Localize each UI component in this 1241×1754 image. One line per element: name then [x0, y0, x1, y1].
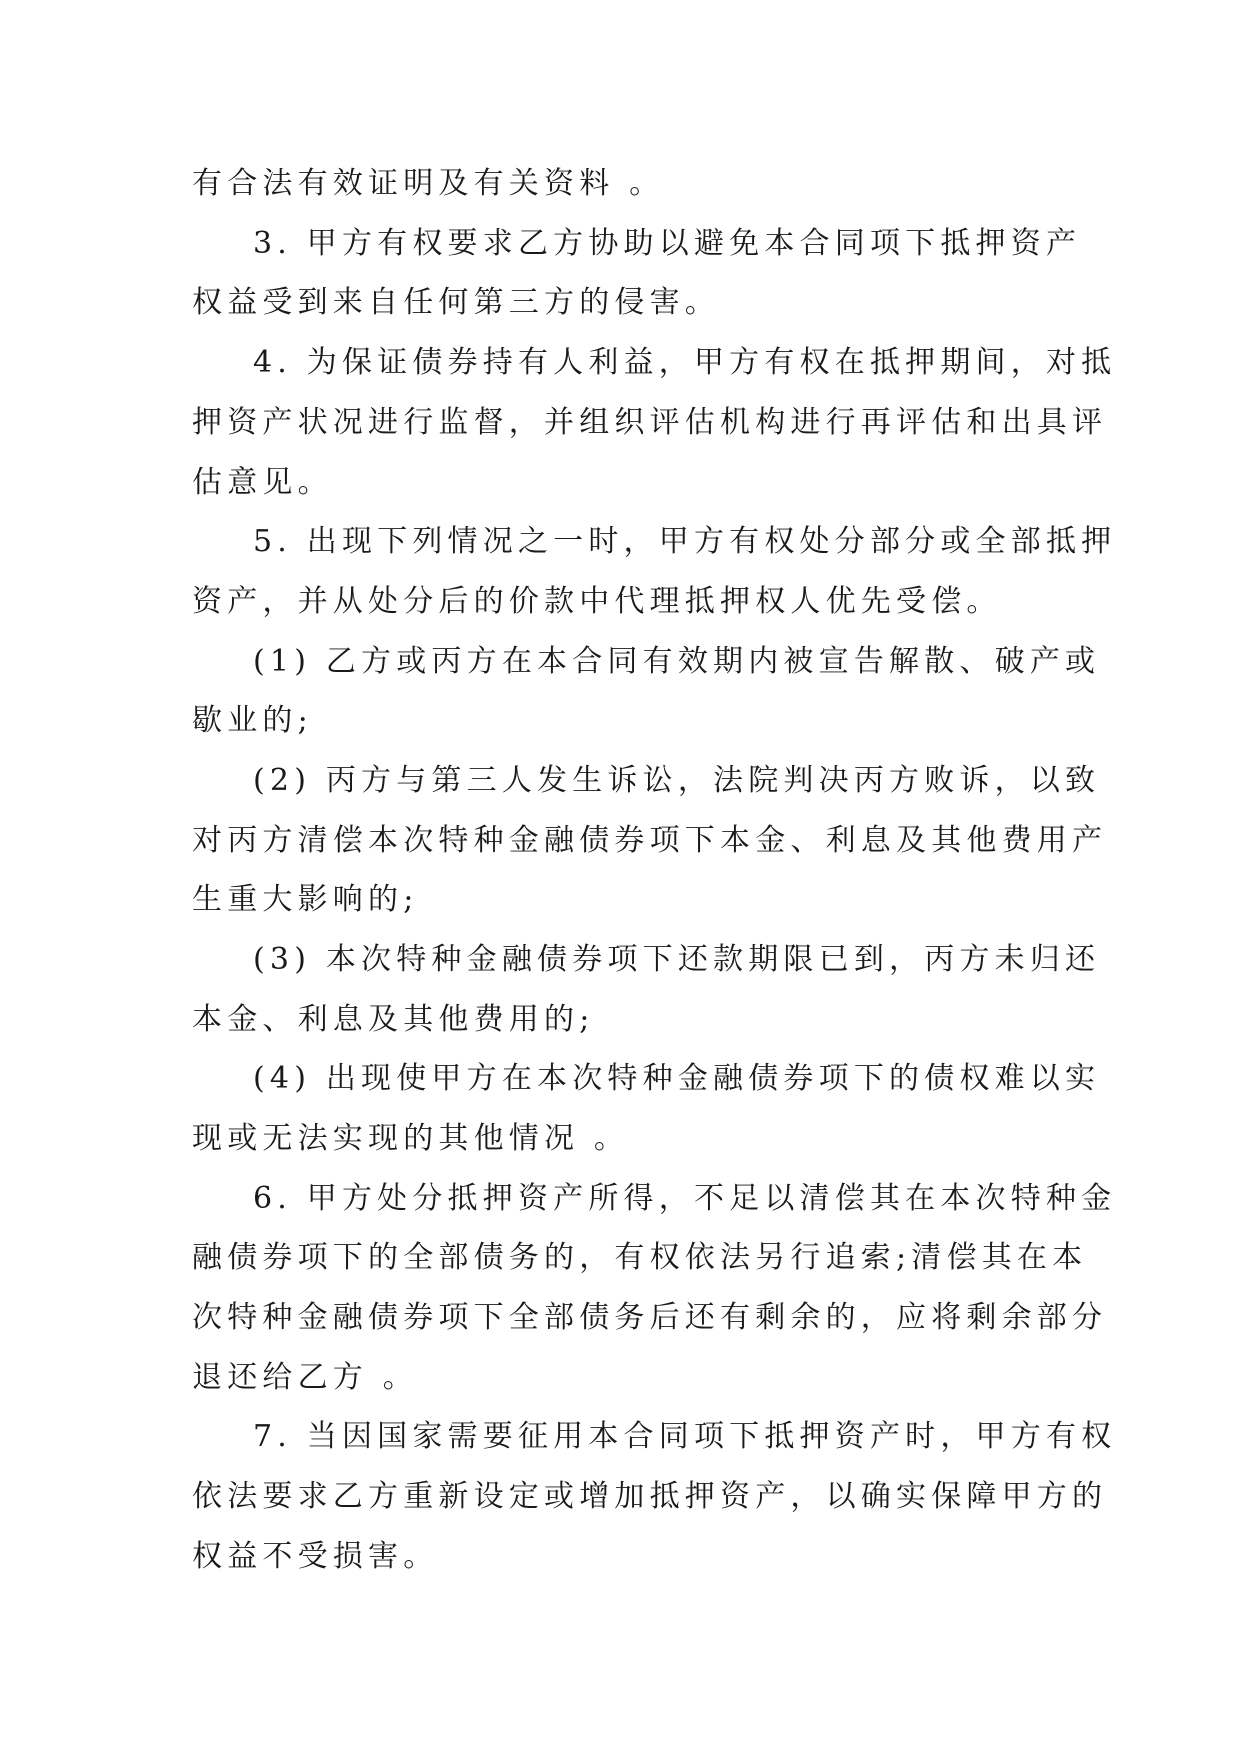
sub-item-2: (2) 丙方与第三人发生诉讼，法院判决丙方败诉，以致	[253, 763, 1101, 798]
text-line: 估意见。	[192, 465, 333, 500]
text-line: 本金、利息及其他费用的;	[192, 1002, 595, 1037]
text-line: 融债券项下的全部债务的，有权依法另行追索;清偿其在本	[192, 1240, 1088, 1275]
text-line: 歇业的;	[192, 703, 313, 738]
clause-5: 5. 出现下列情况之一时，甲方有权处分部分或全部抵押	[253, 524, 1117, 559]
text-line: 资产，并从处分后的价款中代理抵押权人优先受偿。	[192, 584, 1002, 619]
clause-6: 6. 甲方处分抵押资产所得，不足以清偿其在本次特种金	[253, 1181, 1117, 1216]
text-line: 对丙方清偿本次特种金融债券项下本金、利息及其他费用产	[192, 823, 1108, 858]
text-line: 现或无法实现的其他情况 。	[192, 1121, 630, 1156]
text-line: 生重大影响的;	[192, 882, 419, 917]
sub-item-4: (4) 出现使甲方在本次特种金融债券项下的债权难以实	[253, 1061, 1101, 1096]
sub-item-3: (3) 本次特种金融债券项下还款期限已到，丙方未归还	[253, 942, 1101, 977]
text-line: 依法要求乙方重新设定或增加抵押资产，以确实保障甲方的	[192, 1479, 1108, 1514]
text-line: 退还给乙方 。	[192, 1360, 418, 1395]
clause-4: 4. 为保证债券持有人利益，甲方有权在抵押期间，对抵	[253, 345, 1117, 380]
text-line: 有合法有效证明及有关资料 。	[192, 166, 665, 201]
text-line: 权益受到来自任何第三方的侵害。	[192, 285, 720, 320]
sub-item-1: (1) 乙方或丙方在本合同有效期内被宣告解散、破产或	[253, 644, 1101, 679]
text-line: 押资产状况进行监督，并组织评估机构进行再评估和出具评	[192, 405, 1108, 440]
text-line: 次特种金融债券项下全部债务后还有剩余的，应将剩余部分	[192, 1300, 1108, 1335]
clause-7: 7. 当因国家需要征用本合同项下抵押资产时，甲方有权	[253, 1419, 1117, 1454]
text-line: 权益不受损害。	[192, 1539, 439, 1574]
clause-3: 3. 甲方有权要求乙方协助以避免本合同项下抵押资产	[253, 226, 1082, 261]
